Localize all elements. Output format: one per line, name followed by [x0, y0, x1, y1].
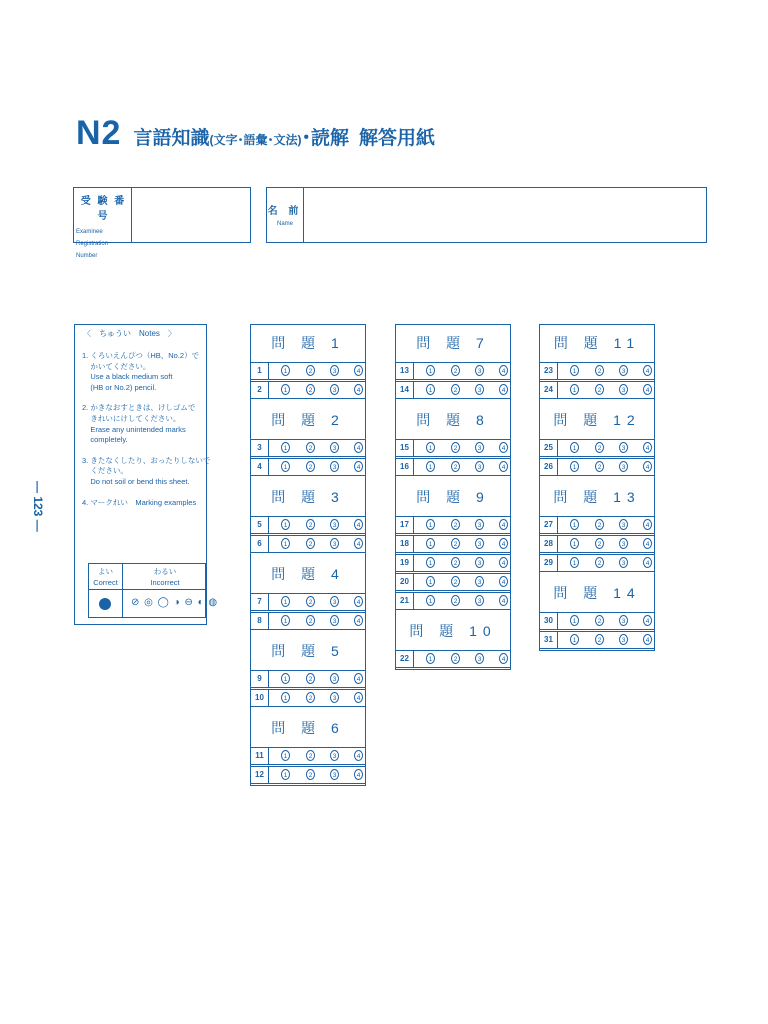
section-header: 問 題 11: [553, 335, 641, 351]
answer-bubble-4[interactable]: 4: [354, 673, 363, 684]
note-1: 1. くろいえんぴつ（HB、No.2）で かいてください。 Use a black medium soft (HB or No.2) pencil.: [82, 351, 200, 392]
answer-row: [251, 670, 365, 688]
section-header: 問 題 2: [271, 412, 345, 428]
answer-bubble-2[interactable]: 2: [306, 538, 315, 549]
answer-bubble-1[interactable]: 1: [281, 615, 290, 626]
answer-row: [540, 554, 654, 572]
question-number: 30: [540, 613, 558, 629]
answer-bubble-1[interactable]: 1: [281, 596, 290, 607]
answer-bubble-3[interactable]: 3: [475, 538, 484, 549]
answer-row: [540, 612, 654, 630]
answer-bubble-4[interactable]: 4: [643, 442, 652, 453]
answer-bubble-3[interactable]: 3: [330, 461, 339, 472]
answer-bubble-3[interactable]: 3: [475, 653, 484, 664]
answer-row: [251, 747, 365, 765]
answer-bubble-4[interactable]: 4: [499, 442, 508, 453]
answer-bubble-4[interactable]: 4: [643, 615, 652, 626]
answer-bubble-1[interactable]: 1: [570, 519, 579, 530]
answer-bubble-1[interactable]: 1: [281, 750, 290, 761]
answer-bubble-3[interactable]: 3: [619, 634, 628, 645]
question-number: 15: [396, 440, 414, 456]
question-number: 11: [251, 748, 269, 764]
answer-bubble-3[interactable]: 3: [475, 461, 484, 472]
answer-bubble-4[interactable]: 4: [354, 365, 363, 376]
sheet-title: [76, 114, 435, 158]
answer-bubble-2[interactable]: 2: [306, 596, 315, 607]
answer-bubble-2[interactable]: 2: [595, 461, 604, 472]
section-header: 問 題 8: [416, 412, 490, 428]
answer-bubble-4[interactable]: 4: [643, 384, 652, 395]
answer-row: [251, 766, 365, 784]
page-number: — 123 —: [31, 481, 45, 532]
answer-bubble-1[interactable]: 1: [426, 653, 435, 664]
answer-bubble-1[interactable]: 1: [570, 365, 579, 376]
answer-bubble-3[interactable]: 3: [619, 615, 628, 626]
answer-bubble-4[interactable]: 4: [354, 461, 363, 472]
answer-bubble-1[interactable]: 1: [281, 538, 290, 549]
answer-row: [251, 612, 365, 630]
answer-bubble-2[interactable]: 2: [451, 461, 460, 472]
answer-bubble-4[interactable]: 4: [643, 461, 652, 472]
answer-row: [540, 458, 654, 476]
incorrect-label-en: Incorrect: [150, 578, 180, 587]
answer-bubble-1[interactable]: 1: [281, 519, 290, 530]
answer-bubble-3[interactable]: 3: [475, 365, 484, 376]
answer-bubble-2[interactable]: 2: [306, 615, 315, 626]
answer-bubble-2[interactable]: 2: [595, 442, 604, 453]
title-reading: ･読解: [301, 128, 349, 149]
answer-bubble-3[interactable]: 3: [619, 538, 628, 549]
answer-row: [396, 554, 510, 572]
answer-bubble-4[interactable]: 4: [499, 384, 508, 395]
answer-bubble-4[interactable]: 4: [354, 750, 363, 761]
section-header: 問 題 1: [271, 335, 345, 351]
note-4: 4. マークれい Marking examples: [82, 497, 197, 507]
answer-bubble-3[interactable]: 3: [619, 384, 628, 395]
question-number: 22: [396, 651, 414, 667]
answer-bubble-1[interactable]: 1: [281, 365, 290, 376]
answer-bubble-1[interactable]: 1: [281, 769, 290, 780]
answer-bubble-2[interactable]: 2: [306, 461, 315, 472]
answer-bubble-2[interactable]: 2: [595, 538, 604, 549]
answer-column-3: [539, 324, 655, 651]
question-number: 5: [251, 517, 269, 533]
answer-row: [396, 650, 510, 668]
answer-row: [540, 439, 654, 457]
section-header: 問 題 3: [271, 489, 345, 505]
name-field[interactable]: [266, 187, 707, 243]
answer-column-1: [250, 324, 366, 786]
question-number: 1: [251, 363, 269, 379]
answer-row: [396, 592, 510, 610]
answer-bubble-3[interactable]: 3: [475, 519, 484, 530]
answer-bubble-1[interactable]: 1: [426, 538, 435, 549]
answer-bubble-3[interactable]: 3: [330, 442, 339, 453]
answer-bubble-4[interactable]: 4: [499, 519, 508, 530]
question-number: 9: [251, 671, 269, 687]
answer-bubble-3[interactable]: 3: [475, 384, 484, 395]
answer-bubble-2[interactable]: 2: [451, 384, 460, 395]
question-number: 21: [396, 593, 414, 609]
answer-row: [540, 362, 654, 380]
registration-label-jp: 受 験 番 号: [80, 196, 127, 222]
answer-bubble-2[interactable]: 2: [595, 557, 604, 568]
notes-box: [74, 324, 219, 625]
answer-bubble-2[interactable]: 2: [306, 365, 315, 376]
answer-row: [540, 516, 654, 534]
answer-bubble-3[interactable]: 3: [330, 673, 339, 684]
title-answer-sheet: 解答用紙: [359, 128, 436, 149]
answer-bubble-3[interactable]: 3: [475, 442, 484, 453]
answer-row: [251, 458, 365, 476]
section-header: 問 題 4: [271, 566, 345, 582]
answer-row: [540, 631, 654, 649]
question-number: 4: [251, 459, 269, 475]
question-number: 18: [396, 536, 414, 552]
answer-row: [396, 381, 510, 399]
answer-bubble-2[interactable]: 2: [451, 595, 460, 606]
answer-bubble-1[interactable]: 1: [570, 442, 579, 453]
answer-bubble-1[interactable]: 1: [281, 461, 290, 472]
answer-bubble-3[interactable]: 3: [619, 557, 628, 568]
answer-bubble-2[interactable]: 2: [306, 750, 315, 761]
answer-bubble-4[interactable]: 4: [354, 442, 363, 453]
answer-bubble-4[interactable]: 4: [354, 615, 363, 626]
answer-bubble-2[interactable]: 2: [306, 384, 315, 395]
answer-bubble-4[interactable]: 4: [354, 596, 363, 607]
question-number: 28: [540, 536, 558, 552]
answer-bubble-3[interactable]: 3: [619, 365, 628, 376]
section-header: 問 題 5: [271, 643, 345, 659]
section-header: 問 題 9: [416, 489, 490, 505]
question-number: 26: [540, 459, 558, 475]
title-sub: (文字･語彙･文法): [209, 133, 302, 147]
question-number: 20: [396, 574, 414, 590]
answer-bubble-3[interactable]: 3: [475, 576, 484, 587]
answer-bubble-3[interactable]: 3: [330, 365, 339, 376]
answer-bubble-3[interactable]: 3: [330, 538, 339, 549]
answer-bubble-4[interactable]: 4: [499, 538, 508, 549]
answer-bubble-1[interactable]: 1: [426, 557, 435, 568]
title-main: 言語知識: [133, 128, 210, 149]
answer-row: [396, 362, 510, 380]
question-number: 2: [251, 382, 269, 398]
answer-bubble-1[interactable]: 1: [426, 519, 435, 530]
answer-bubble-4[interactable]: 4: [643, 538, 652, 549]
answer-bubble-1[interactable]: 1: [281, 673, 290, 684]
answer-bubble-3[interactable]: 3: [330, 519, 339, 530]
question-number: 19: [396, 555, 414, 571]
question-number: 13: [396, 363, 414, 379]
answer-row: [251, 689, 365, 707]
answer-row: [251, 535, 365, 553]
answer-bubble-1[interactable]: 1: [426, 384, 435, 395]
registration-label: [74, 188, 132, 259]
answer-bubble-1[interactable]: 1: [426, 365, 435, 376]
answer-bubble-1[interactable]: 1: [426, 595, 435, 606]
note-3: 3. きたなくしたり、おったりしないで ください。 Do not soil or bend this sheet.: [82, 455, 211, 486]
answer-row: [396, 573, 510, 591]
registration-number-field[interactable]: [73, 187, 251, 259]
correct-label-en: Correct: [93, 578, 118, 587]
question-number: 6: [251, 536, 269, 552]
answer-bubble-3[interactable]: 3: [330, 596, 339, 607]
section-header: 問 題 7: [416, 335, 490, 351]
answer-row: [396, 439, 510, 457]
answer-bubble-3[interactable]: 3: [619, 442, 628, 453]
answer-row: [396, 516, 510, 534]
answer-bubble-3[interactable]: 3: [330, 750, 339, 761]
registration-label-en2: Number: [76, 253, 98, 259]
answer-row: [251, 516, 365, 534]
answer-row: [251, 593, 365, 611]
answer-bubble-4[interactable]: 4: [354, 519, 363, 530]
answer-bubble-1[interactable]: 1: [570, 461, 579, 472]
answer-bubble-4[interactable]: 4: [499, 595, 508, 606]
answer-column-2: [395, 324, 511, 670]
question-number: 14: [396, 382, 414, 398]
section-header: 問 題 12: [553, 412, 641, 428]
answer-bubble-2[interactable]: 2: [451, 442, 460, 453]
question-number: 27: [540, 517, 558, 533]
answer-row: [251, 362, 365, 380]
answer-bubble-1[interactable]: 1: [426, 576, 435, 587]
answer-bubble-2[interactable]: 2: [595, 519, 604, 530]
name-label: [267, 188, 304, 242]
section-header: 問 題 13: [553, 489, 641, 505]
answer-bubble-1[interactable]: 1: [570, 557, 579, 568]
answer-bubble-4[interactable]: 4: [499, 461, 508, 472]
question-number: 10: [251, 690, 269, 706]
answer-bubble-4[interactable]: 4: [354, 538, 363, 549]
answer-bubble-3[interactable]: 3: [330, 615, 339, 626]
answer-bubble-2[interactable]: 2: [451, 576, 460, 587]
answer-bubble-1[interactable]: 1: [570, 384, 579, 395]
answer-bubble-2[interactable]: 2: [306, 442, 315, 453]
answer-bubble-4[interactable]: 4: [643, 634, 652, 645]
answer-row: [251, 381, 365, 399]
section-header: 問 題 10: [409, 623, 497, 639]
answer-bubble-2[interactable]: 2: [306, 769, 315, 780]
answer-bubble-3[interactable]: 3: [475, 595, 484, 606]
answer-bubble-3[interactable]: 3: [475, 557, 484, 568]
answer-bubble-4[interactable]: 4: [354, 384, 363, 395]
question-number: 3: [251, 440, 269, 456]
incorrect-example: [123, 564, 219, 617]
registration-label-en1: Examinee Registration: [76, 229, 109, 247]
answer-bubble-1[interactable]: 1: [570, 538, 579, 549]
answer-bubble-1[interactable]: 1: [426, 461, 435, 472]
question-number: 8: [251, 613, 269, 629]
question-number: 24: [540, 382, 558, 398]
answer-bubble-2[interactable]: 2: [306, 673, 315, 684]
answer-row: [396, 458, 510, 476]
incorrect-marks-icons: ⊘ ◎ ◯ ◑ ⊖ ◐ ◍: [131, 597, 219, 608]
correct-example: [89, 564, 123, 617]
answer-bubble-3[interactable]: 3: [619, 461, 628, 472]
answer-bubble-4[interactable]: 4: [643, 365, 652, 376]
answer-bubble-3[interactable]: 3: [330, 692, 339, 703]
question-number: 29: [540, 555, 558, 571]
answer-bubble-3[interactable]: 3: [330, 384, 339, 395]
correct-label-jp: よい: [98, 567, 113, 576]
answer-bubble-2[interactable]: 2: [595, 615, 604, 626]
answer-bubble-3[interactable]: 3: [619, 519, 628, 530]
answer-bubble-4[interactable]: 4: [499, 576, 508, 587]
answer-bubble-2[interactable]: 2: [306, 519, 315, 530]
marking-examples-table: [88, 563, 219, 618]
question-number: 7: [251, 594, 269, 610]
answer-bubble-2[interactable]: 2: [451, 653, 460, 664]
answer-bubble-1[interactable]: 1: [426, 442, 435, 453]
answer-bubble-1[interactable]: 1: [570, 634, 579, 645]
answer-bubble-2[interactable]: 2: [451, 519, 460, 530]
filled-bubble-icon: [99, 598, 111, 610]
section-header: 問 題 14: [553, 585, 641, 601]
answer-bubble-4[interactable]: 4: [499, 365, 508, 376]
answer-bubble-4[interactable]: 4: [499, 653, 508, 664]
answer-row: [540, 381, 654, 399]
answer-bubble-2[interactable]: 2: [595, 365, 604, 376]
answer-bubble-2[interactable]: 2: [595, 634, 604, 645]
answer-bubble-4[interactable]: 4: [354, 692, 363, 703]
answer-bubble-3[interactable]: 3: [330, 769, 339, 780]
name-label-jp: 名 前: [267, 206, 303, 217]
answer-bubble-1[interactable]: 1: [281, 384, 290, 395]
question-number: 25: [540, 440, 558, 456]
section-header: 問 題 6: [271, 720, 345, 736]
answer-row: [540, 535, 654, 553]
answer-row: [396, 535, 510, 553]
answer-bubble-1[interactable]: 1: [281, 442, 290, 453]
answer-bubble-1[interactable]: 1: [570, 615, 579, 626]
answer-bubble-2[interactable]: 2: [451, 365, 460, 376]
question-number: 16: [396, 459, 414, 475]
answer-bubble-2[interactable]: 2: [595, 384, 604, 395]
answer-bubble-4[interactable]: 4: [643, 557, 652, 568]
answer-bubble-2[interactable]: 2: [451, 538, 460, 549]
answer-bubble-4[interactable]: 4: [354, 769, 363, 780]
answer-bubble-2[interactable]: 2: [306, 692, 315, 703]
answer-bubble-4[interactable]: 4: [643, 519, 652, 530]
question-number: 17: [396, 517, 414, 533]
notes-heading: 〈 ちゅうい Notes 〉: [83, 329, 176, 338]
note-2: 2. かきなおすときは、けしゴムで きれいにけしてください。 Erase any unintended marks completely.: [82, 403, 196, 445]
incorrect-label-jp: わるい: [153, 567, 177, 576]
answer-bubble-2[interactable]: 2: [451, 557, 460, 568]
answer-bubble-4[interactable]: 4: [499, 557, 508, 568]
question-number: 12: [251, 767, 269, 783]
answer-bubble-1[interactable]: 1: [281, 692, 290, 703]
answer-row: [251, 439, 365, 457]
level-label: N2: [76, 114, 122, 152]
name-label-en: Name: [276, 221, 293, 227]
question-number: 23: [540, 363, 558, 379]
question-number: 31: [540, 632, 558, 648]
